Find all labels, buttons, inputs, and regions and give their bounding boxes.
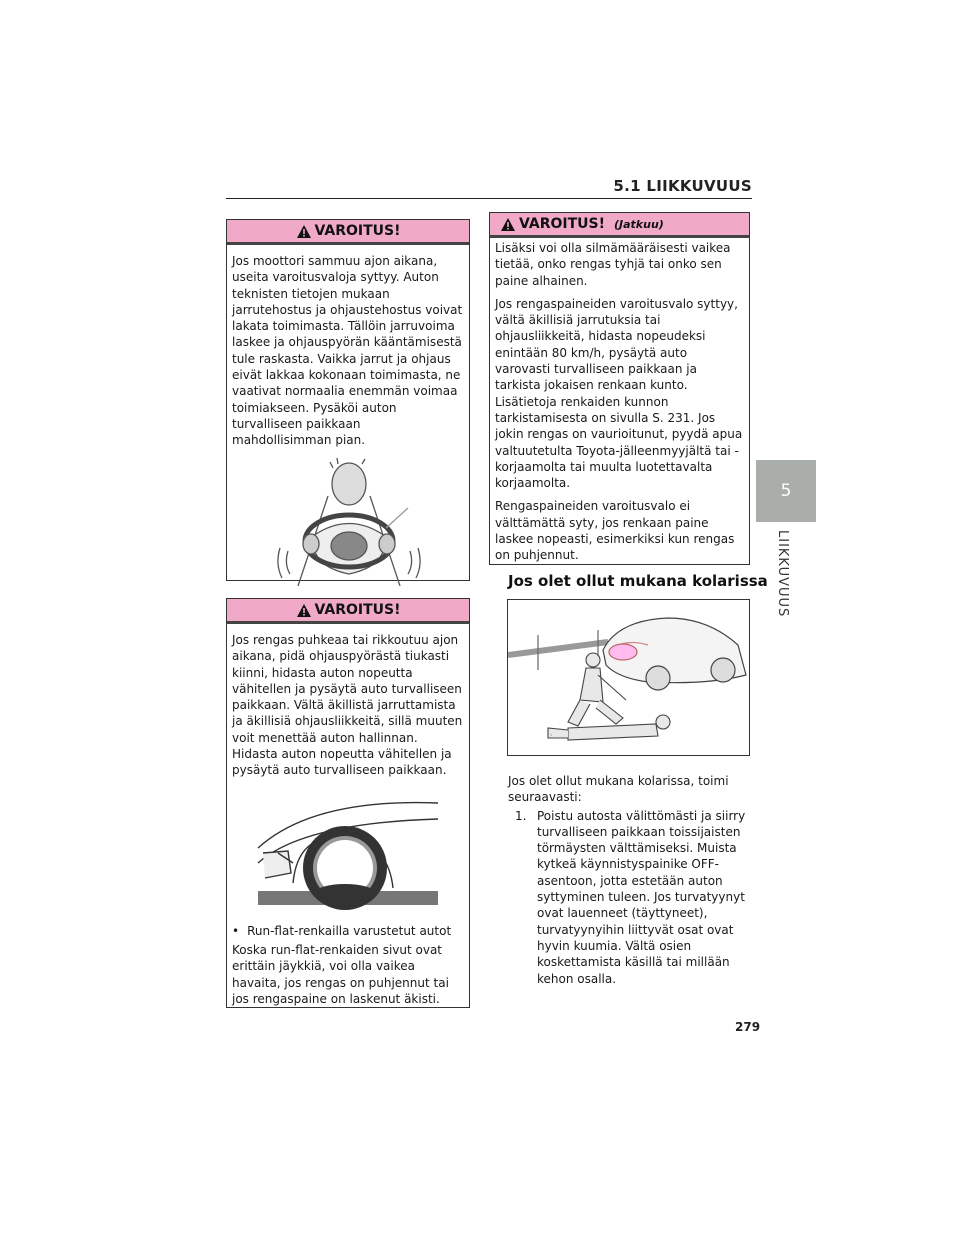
- warning-paragraph: Lisäksi voi olla silmämääräisesti vaikea tietää, onko rengas tyhjä tai onko sen paine alhainen.: [495, 241, 731, 288]
- warning-header: [490, 213, 749, 238]
- page-number: 279: [735, 1020, 761, 1034]
- bullet-symbol: •: [232, 923, 240, 938]
- chapter-tab[interactable]: [756, 460, 816, 522]
- warning-box-tire-pressure: [489, 212, 750, 565]
- collision-illustration: [508, 600, 749, 755]
- step-number: 1.: [515, 808, 527, 823]
- warning-text: [227, 624, 469, 779]
- warning-header: [227, 599, 469, 624]
- driver-steering-illustration: [258, 456, 438, 586]
- warning-text: [490, 238, 749, 564]
- warning-box-engine-stall: [226, 219, 470, 581]
- collision-illustration-frame: [507, 599, 750, 756]
- chapter-label: LIIKKUVUUS: [775, 530, 790, 618]
- warning-paragraph: Jos rengaspaineiden varoitusvalo syttyy, vältä äkillisiä jarrutuksia tai ohjausliikkeitä, hidasta nopeudeksi enintään 80 km/h, pysäytä auto varovasti turvalliseen paikkaan ja tarkista jokaisen renkaan kunto. Lisätietoja renkaiden kunnon tarkistamisesta on sivulla S. 231. Jos jokin rengas on vaurioitunut, pyydä apua valtuutetulta Toyota-jälleenmyyjältä tai -korjaamolta tai muulta luotettavalta korjaamolta.: [495, 296, 743, 491]
- step-item: [515, 808, 753, 987]
- warning-triangle-icon: [296, 224, 312, 239]
- warning-paragraph: Jos rengas puhkeaa tai rikkoutuu ajon aikana, pidä ohjauspyörästä tiukasti kiinni, hidasta auton nopeutta vähitellen ja pysäytä auto turvalliseen paikkaan. Vältä äkillistä jarruttamista ja äkillisiä ohjausliikkeitä, sillä muuten voit menettää auton hallinnan. Hidasta auton nopeutta vähitellen ja pysäytä auto turvalliseen paikkaan.: [232, 633, 463, 778]
- run-flat-paragraph: Koska run-flat-renkaiden sivut ovat erittäin jäykkiä, voi olla vaikea havaita, jos rengas on puhjennut tai jos rengaspaine on laskenut äkisti.: [232, 942, 449, 1006]
- collision-body: [508, 773, 753, 987]
- warning-title: VAROITUS!: [519, 216, 605, 232]
- header-divider: [226, 198, 752, 199]
- bullet-text: Run-flat-renkailla varustetut autot: [247, 923, 452, 938]
- warning-title: VAROITUS!: [314, 223, 401, 239]
- svg-text:·: ·: [550, 731, 553, 740]
- warning-triangle-icon: [296, 603, 312, 618]
- warning-header: [227, 220, 469, 245]
- warning-triangle-icon: [500, 217, 516, 232]
- section-title: 5.1 LIIKKUVUUS: [613, 177, 752, 195]
- step-text: Poistu autosta välittömästi ja siirry turvalliseen paikkaan toissijaisten törmäysten välttämiseksi. Muista kytkeä käynnistyspainike OFF-asentoon, jotta estetään auton syttyminen tuleen. Jos turvatyynyt ovat lauenneet (täyttyneet), turvatyynyihin liittyvät osat ovat hyvin kuumia. Vältä osien koskettamista käsillä tai millään kehon osalla.: [537, 808, 746, 986]
- bullet-item: [232, 923, 463, 939]
- warning-box-tire-burst: [226, 598, 470, 1008]
- warning-paragraph: Jos moottori sammuu ajon aikana, useita varoitusvaloja syttyy. Auton teknisten tietojen mukaan jarrutehostus ja ohjaustehostus voivat lakata toimimasta. Tällöin jarruvoima laskee ja ohjauspyörän kääntämisestä tule raskasta. Vaikka jarrut ja ohjaus eivät lakkaa kokonaan toimimasta, ne vaativat normaalia enemmän voimaa toimiakseen. Pysäköi auton turvalliseen paikkaan mahdollisimman pian.: [232, 254, 463, 448]
- run-flat-tire-illustration: [253, 793, 443, 913]
- warning-title: VAROITUS!: [314, 602, 401, 618]
- run-flat-section: [227, 913, 469, 1007]
- warning-paragraph: Rengaspaineiden varoitusvalo ei välttämättä syty, jos renkaan paine laskee nopeasti, esimerkiksi kun rengas on puhjennut.: [495, 499, 735, 563]
- chapter-number: 5: [780, 481, 792, 501]
- intro-paragraph: Jos olet ollut mukana kolarissa, toimi seuraavasti:: [508, 774, 729, 805]
- warning-text: [227, 245, 469, 449]
- section-heading: Jos olet ollut mukana kolarissa: [508, 572, 768, 590]
- continued-label: (Jatkuu): [614, 217, 664, 231]
